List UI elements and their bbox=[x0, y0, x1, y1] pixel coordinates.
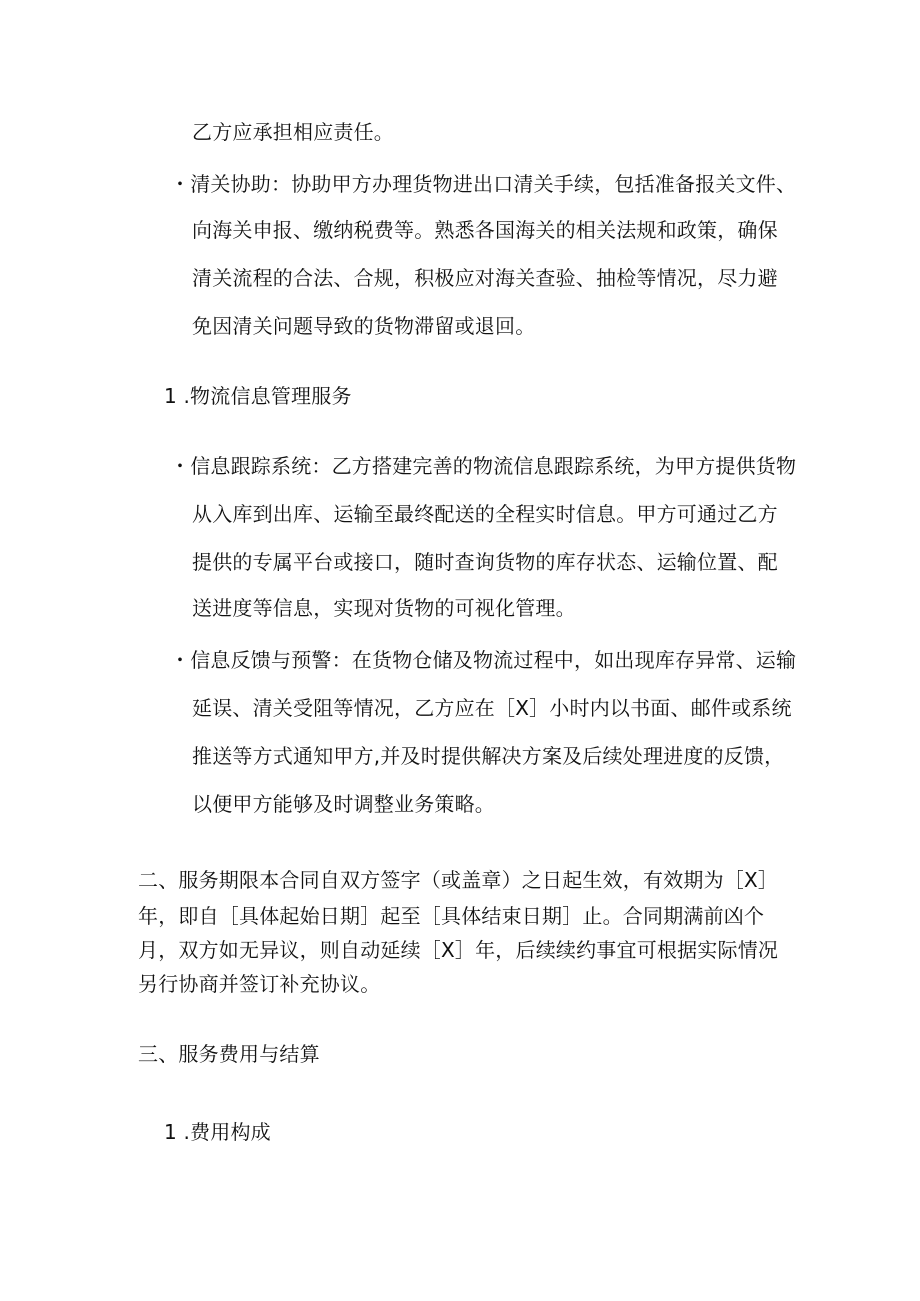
paragraph-line: 提供的专属平台或接口，随时查询货物的库存状态、运输位置、配 bbox=[192, 550, 778, 574]
paragraph-line: 乙方应承担相应责任。 bbox=[192, 120, 394, 144]
paragraph-line: 推送等方式通知甲方,并及时提供解决方案及后续处理进度的反馈， bbox=[192, 744, 785, 768]
paragraph-line: 另行协商并签订补充协议。 bbox=[138, 972, 381, 996]
paragraph-line: 延误、清关受阻等情况，乙方应在［X］小时内以书面、邮件或系统 bbox=[192, 696, 792, 720]
paragraph-line: 向海关申报、缴纳税费等。熟悉各国海关的相关法规和政策，确保 bbox=[192, 218, 778, 242]
paragraph-line: 免因清关问题导致的货物滞留或退回。 bbox=[192, 314, 536, 338]
section-heading: 三、服务费用与结算 bbox=[138, 1042, 320, 1066]
bullet-line: ・信息跟踪系统：乙方搭建完善的物流信息跟踪系统，为甲方提供货物 bbox=[170, 454, 797, 478]
paragraph-line: 年，即自［具体起始日期］起至［具体结束日期］止。合同期满前凶个 bbox=[138, 904, 765, 928]
paragraph-line: 以便甲方能够及时调整业务策略。 bbox=[192, 792, 495, 816]
section-heading: 1 .费用构成 bbox=[164, 1120, 271, 1144]
section-heading: 1 .物流信息管理服务 bbox=[164, 384, 352, 408]
paragraph-line: 送进度等信息，实现对货物的可视化管理。 bbox=[192, 596, 576, 620]
section-heading: 二、服务期限本合同自双方签字（或盖章）之日起生效，有效期为［X］ bbox=[138, 868, 779, 892]
paragraph-line: 从入库到出库、运输至最终配送的全程实时信息。甲方可通过乙方 bbox=[192, 502, 778, 526]
paragraph-line: 月，双方如无异议，则自动延续［X］年，后续续约事宜可根据实际情况 bbox=[138, 938, 779, 962]
bullet-line: ・清关协助：协助甲方办理货物进出口清关手续，包括准备报关文件、 bbox=[170, 172, 797, 196]
paragraph-line: 清关流程的合法、合规，积极应对海关查验、抽检等情况，尽力避 bbox=[192, 266, 778, 290]
bullet-line: ・信息反馈与预警：在货物仓储及物流过程中，如出现库存异常、运输 bbox=[170, 648, 797, 672]
